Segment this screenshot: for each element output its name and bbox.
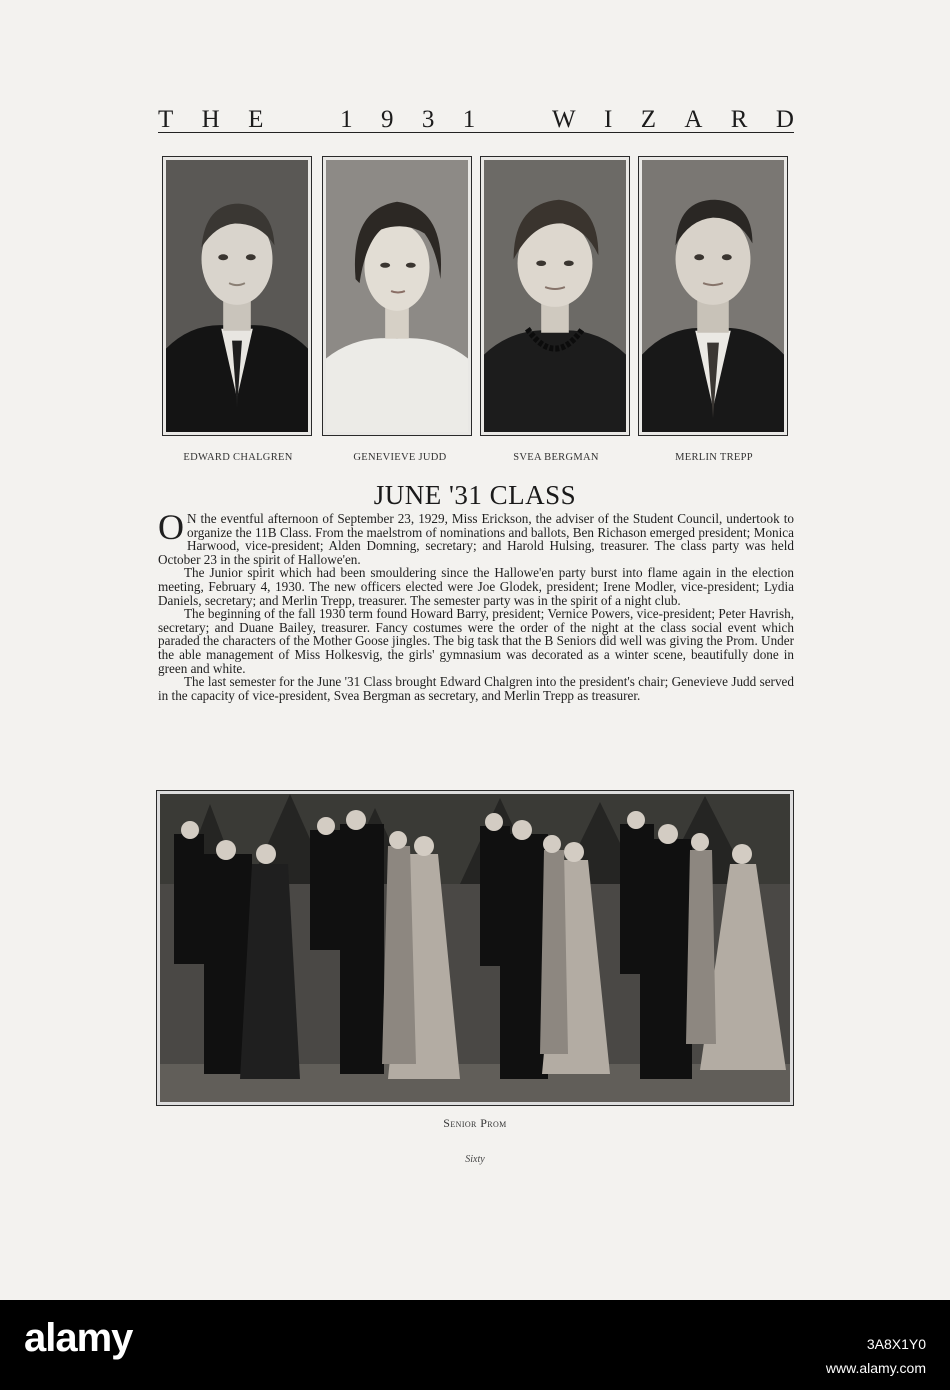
header-letter: 1 [462, 106, 476, 133]
header-letter: A [684, 106, 703, 133]
section-title: JUNE '31 CLASS [373, 480, 577, 510]
watermark-image-id: 3A8X1Y0 [866, 1336, 926, 1352]
prom-photo [160, 794, 790, 1102]
portrait-caption: EDWARD CHALGREN [183, 452, 293, 463]
header-letter: W [552, 106, 576, 133]
header-letter: I [603, 106, 613, 133]
senior-prom-photo [156, 790, 794, 1106]
article-body [158, 507, 794, 703]
portrait-merlin-trepp [638, 156, 788, 436]
portrait-caption: SVEA BERGMAN [513, 452, 599, 463]
header-letter: T [158, 106, 174, 133]
watermark-url: www.alamy.com [825, 1360, 926, 1376]
prom-caption [0, 1116, 950, 1131]
header-rule [158, 132, 794, 133]
paragraph [158, 507, 794, 567]
portrait-photo [484, 160, 626, 432]
paragraph-text: N the eventful afternoon of September 23, 1929, Miss Erickson, the adviser of the Student Council, undertook to organize the 11B Class. From the maelstrom of nominations and ballots, Ben Richason emerged president; Monica Harwood, vice-president; Alden Domning, secretary; and Harold Hulsing, treasurer. The class party was held October 23 in the spirit of Hallowe'en. [158, 511, 794, 567]
header-letter: D [775, 106, 794, 133]
paragraph: The last semester for the June '31 Class brought Edward Chalgren into the president's chair; Genevieve Judd served in the capacity of vice-president, Svea Bergman as secretary, and Merlin Trepp as treasurer. [158, 674, 794, 703]
portrait-genevieve-judd [322, 156, 472, 436]
running-header [158, 106, 794, 134]
page-number: Sixty [465, 1154, 485, 1165]
portrait-caption: MERLIN TREPP [675, 452, 753, 463]
portrait-svea-bergman [480, 156, 630, 436]
portrait-photo [326, 160, 468, 432]
header-letter: 9 [381, 106, 394, 133]
header-letter: E [248, 106, 264, 133]
watermark-bar [0, 1300, 950, 1390]
portrait-edward-chalgren [162, 156, 312, 436]
portrait-row [160, 156, 790, 438]
header-letter: R [730, 106, 748, 133]
paragraph: The beginning of the fall 1930 term found Howard Barry, president; Vernice Powers, vice-president; Peter Havrish, secretary; and Duane Bailey, treasurer. Fancy costumes were the order of the night at the class social event which paraded the characters of the Mother Goose jingles. The big task that the B Seniors did well was giving the Prom. Under the able management of Miss Holkesvig, the girls' gymnasium was decorated as a winter scene, beautifully done in green and white. [158, 606, 794, 676]
drop-cap: O [158, 507, 184, 547]
watermark-logo: alamy [24, 1316, 133, 1360]
paragraph: The Junior spirit which had been smouldering since the Hallowe'en party burst into flame again in the election meeting, February 4, 1930. The new officers elected were Joe Glodek, president; Irene Modler, vice-president; Lydia Daniels, secretary; and Merlin Trepp, treasurer. The semester party was in the spirit of a night club. [158, 565, 794, 608]
portrait-photo [642, 160, 784, 432]
header-letter: 1 [340, 106, 353, 133]
prom-caption-text: Senior Prom [443, 1116, 507, 1130]
portrait-caption: GENEVIEVE JUDD [353, 452, 447, 463]
header-letter: 3 [421, 106, 435, 133]
portrait-photo [166, 160, 308, 432]
header-letter: H [201, 106, 220, 133]
header-letter: Z [640, 106, 656, 133]
